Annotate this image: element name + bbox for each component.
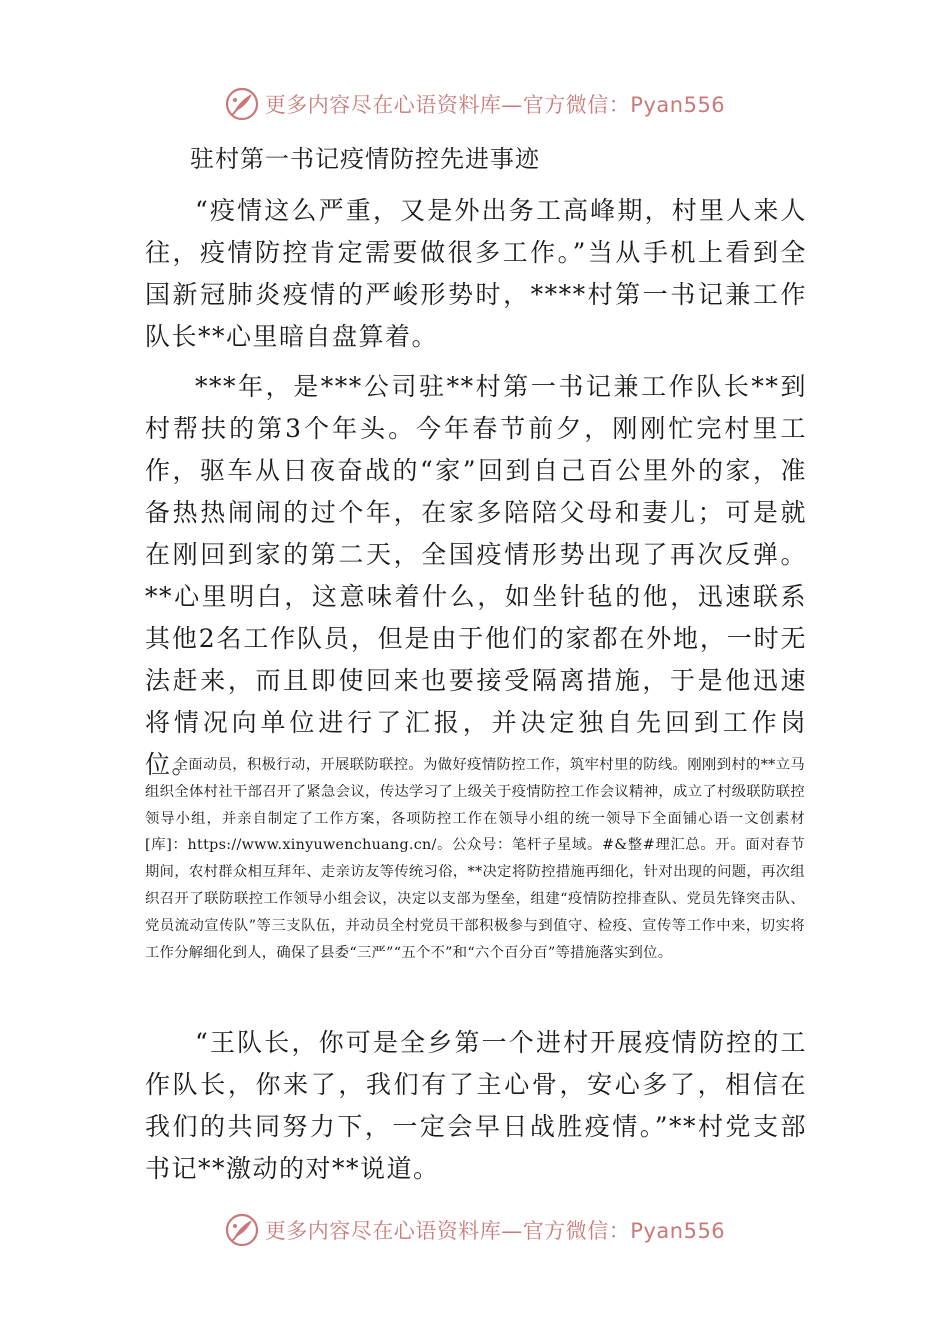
header-banner xyxy=(0,82,950,126)
paragraph-4: “王队长，你可是全乡第一个进村开展疫情防控的工作队长，你来了，我们有了主心骨，安心多了，相信在我们的共同努力下，一定会早日战胜疫情。”**村党支部书记**激动的对**说道。 xyxy=(145,1028,807,1183)
paragraph-3: 全面动员，积极行动，开展联防联控。为做好疫情防控工作，筑牢村里的防线。刚刚到村的**立马组织全体村社干部召开了紧急会议，传达学习了上级关于疫情防控工作会议精神，成立了村级联防联控领导小组，并亲自制定了工作方案，各项防控工作在领导小组的统一领导下全面铺心语一文创素材[库]：https://www.xinyuwenchuang.cn/。公众号：笔杆子星域。#&整#理汇总。开。面对春节期间，农村群众相互拜年、走亲访友等传统习俗，**决定将防控措施再细化，针对出现的问题，再次组织召开了联防联控工作领导小组会议，决定以支部为堡垒，组建“疫情防控排查队、党员先锋突击队、党员流动宣传队”等三支队伍，并动员全村党员干部积极参与到值守、检疫、宣传等工作中来，切实将工作分解细化到人，确保了县委“三严”“五个不”和“六个百分百”等措施落实到位。 xyxy=(145,757,805,961)
banner-text: 更多内容尽在心语资料库—官方微信：Pyan556 xyxy=(264,93,726,117)
paragraph-2: ***年，是***公司驻**村第一书记兼工作队长**到村帮扶的第3个年头。今年春节前夕，刚刚忙完村里工作，驱车从日夜奋战的“家”回到自己百公里外的家，准备热热闹闹的过个年，在家多陪陪父母和妻儿；可是就在刚回到家的第二天，全国疫情形势出现了再次反弹。**心里明白，这意味着什么，如坐针毡的他，迅速联系其他2名工作队员，但是由于他们的家都在外地，一时无法赶来，而且即使回来也要接受隔离措施，于是他迅速将情况向单位进行了汇报，并决定独自先回到工作岗位。 xyxy=(145,372,807,779)
quill-pen-logo-icon xyxy=(225,87,259,121)
banner-text: 更多内容尽在心语资料库—官方微信：Pyan556 xyxy=(264,1219,726,1243)
quill-pen-logo-icon xyxy=(225,1213,259,1247)
document-title: 驻村第一书记疫情防控先进事迹 xyxy=(190,145,540,173)
paragraph-1: “疫情这么严重，又是外出务工高峰期，村里人来人往，疫情防控肯定需要做很多工作。”当从手机上看到全国新冠肺炎疫情的严峻形势时，****村第一书记兼工作队长**心里暗自盘算着。 xyxy=(145,196,807,351)
footer-banner xyxy=(0,1208,950,1252)
